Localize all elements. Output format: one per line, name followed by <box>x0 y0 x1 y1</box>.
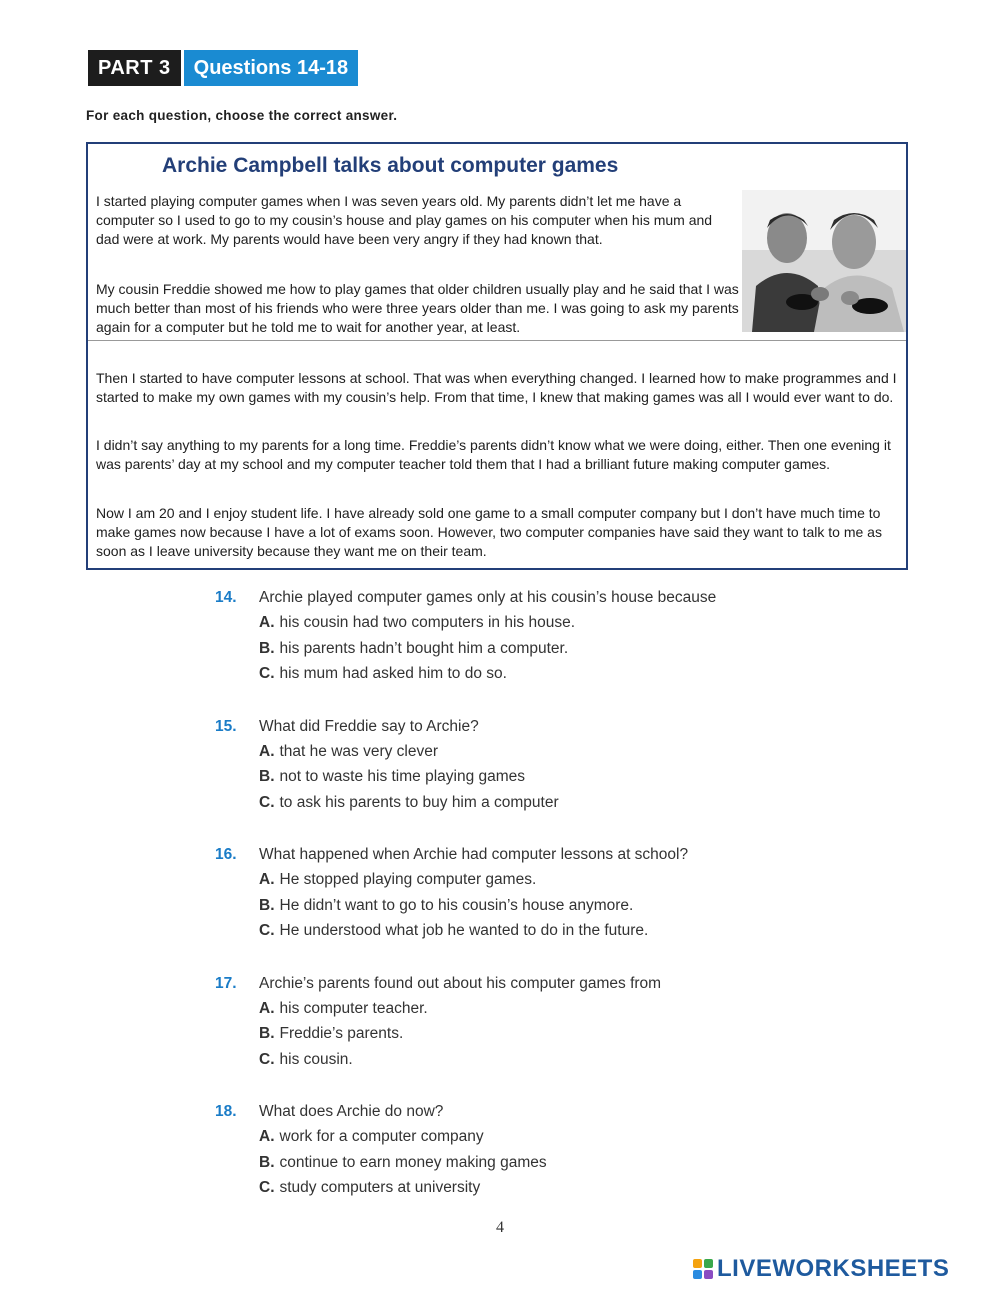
option-text: not to waste his time playing games <box>279 768 526 785</box>
option-c[interactable] <box>215 918 835 944</box>
option-letter: B. <box>259 639 275 657</box>
option-text: his computer teacher. <box>279 999 428 1017</box>
option-letter: A. <box>259 871 275 888</box>
question-text: What did Freddie say to Archie? <box>259 717 479 735</box>
page-number: 4 <box>496 1219 504 1236</box>
liveworksheets-icon <box>693 1259 713 1279</box>
article-box <box>86 142 908 570</box>
article-paragraph: Then I started to have computer lessons at school. That was when everything changed. I learned how to make programmes and I started to make my own games with my cousin’s help. From that time, I knew that making games was all I would ever want to do. <box>96 370 897 405</box>
option-letter: C. <box>259 665 275 682</box>
logo-text: LIVEWORKSHEETS <box>717 1255 950 1282</box>
option-text: that he was very clever <box>279 742 439 760</box>
article-paragraph: My cousin Freddie showed me how to play games that older children usually play and he said that I was much better than most of his friends who were three years older than me. I was going to ask my parents again for a computer but he told me to wait for another year, at least. <box>96 281 739 335</box>
question-number: 14. <box>215 589 237 606</box>
instruction-text: For each question, choose the correct answer. <box>86 108 398 123</box>
option-letter: B. <box>259 1153 275 1171</box>
question-15 <box>215 714 835 816</box>
option-b[interactable] <box>215 1021 835 1047</box>
question-text: Archie’s parents found out about his computer games from <box>259 974 662 992</box>
question-text: What does Archie do now? <box>259 1103 444 1120</box>
logo-tile <box>704 1270 713 1279</box>
logo-tile <box>693 1259 702 1268</box>
option-letter: C. <box>259 922 275 939</box>
gamers-photo <box>742 190 906 332</box>
part-label: PART 3 <box>88 50 181 86</box>
question-number: 16. <box>215 846 237 863</box>
logo-tile <box>693 1270 702 1279</box>
option-text: work for a computer company <box>279 1128 484 1145</box>
option-text: Freddie’s parents. <box>279 1025 404 1042</box>
questions-label: Questions 14-18 <box>181 50 359 86</box>
option-a[interactable] <box>215 739 835 765</box>
option-letter: A. <box>259 999 275 1017</box>
option-b[interactable] <box>215 1150 835 1176</box>
option-letter: B. <box>259 896 275 914</box>
option-text: He didn’t want to go to his cousin’s house anymore. <box>279 896 634 914</box>
option-letter: A. <box>259 614 275 631</box>
question-14 <box>215 585 835 687</box>
divider <box>88 340 906 341</box>
option-letter: C. <box>259 1050 275 1068</box>
option-c[interactable] <box>215 1175 835 1201</box>
article-paragraph: I didn’t say anything to my parents for a long time. Freddie’s parents didn’t know what we were doing, either. Then one evening it was parents’ day at my school and my computer teacher told them that I had a brilliant future making computer games. <box>96 437 891 472</box>
question-text: Archie played computer games only at his cousin’s house because <box>259 589 717 606</box>
option-c[interactable] <box>215 790 835 816</box>
question-16 <box>215 842 835 944</box>
option-text: his parents hadn’t bought him a computer. <box>279 639 569 657</box>
question-number: 17. <box>215 974 237 992</box>
option-text: his cousin. <box>279 1050 353 1068</box>
option-letter: C. <box>259 793 275 811</box>
option-text: He stopped playing computer games. <box>279 871 537 888</box>
option-text: study computers at university <box>279 1179 481 1196</box>
question-18 <box>215 1099 835 1201</box>
option-text: continue to earn money making games <box>279 1153 547 1171</box>
option-b[interactable] <box>215 893 835 919</box>
article-paragraph: Now I am 20 and I enjoy student life. I have already sold one game to a small computer company but I don’t have much time to make games now because I have a lot of exams soon. However, two computer companies have said they want to talk to me as soon as I leave university because they want me on their team. <box>96 505 882 559</box>
option-letter: B. <box>259 768 275 785</box>
logo-tile <box>704 1259 713 1268</box>
option-text: his mum had asked him to do so. <box>279 665 507 682</box>
question-number: 18. <box>215 1103 237 1120</box>
option-a[interactable] <box>215 1124 835 1150</box>
option-c[interactable] <box>215 1047 835 1073</box>
option-b[interactable] <box>215 636 835 662</box>
option-letter: A. <box>259 1128 275 1145</box>
question-text: What happened when Archie had computer lessons at school? <box>259 846 689 863</box>
option-b[interactable] <box>215 764 835 790</box>
liveworksheets-logo[interactable] <box>693 1256 949 1282</box>
option-text: to ask his parents to buy him a computer <box>279 793 559 811</box>
question-number: 15. <box>215 717 237 735</box>
option-a[interactable] <box>215 996 835 1022</box>
option-text: He understood what job he wanted to do in the future. <box>279 922 649 939</box>
option-letter: C. <box>259 1179 275 1196</box>
question-list <box>215 585 835 1228</box>
option-text: his cousin had two computers in his house. <box>279 614 576 631</box>
option-c[interactable] <box>215 661 835 687</box>
option-letter: B. <box>259 1025 275 1042</box>
article-paragraph: I started playing computer games when I was seven years old. My parents didn’t let me have a computer so I used to go to my cousin’s house and play games on his computer when his mum and dad were at work. My parents would have been very angry if they had known that. <box>96 193 713 247</box>
article-title: Archie Campbell talks about computer games <box>162 154 619 177</box>
option-letter: A. <box>259 742 275 760</box>
part-header <box>88 50 358 86</box>
question-17 <box>215 971 835 1073</box>
option-a[interactable] <box>215 610 835 636</box>
option-a[interactable] <box>215 867 835 893</box>
